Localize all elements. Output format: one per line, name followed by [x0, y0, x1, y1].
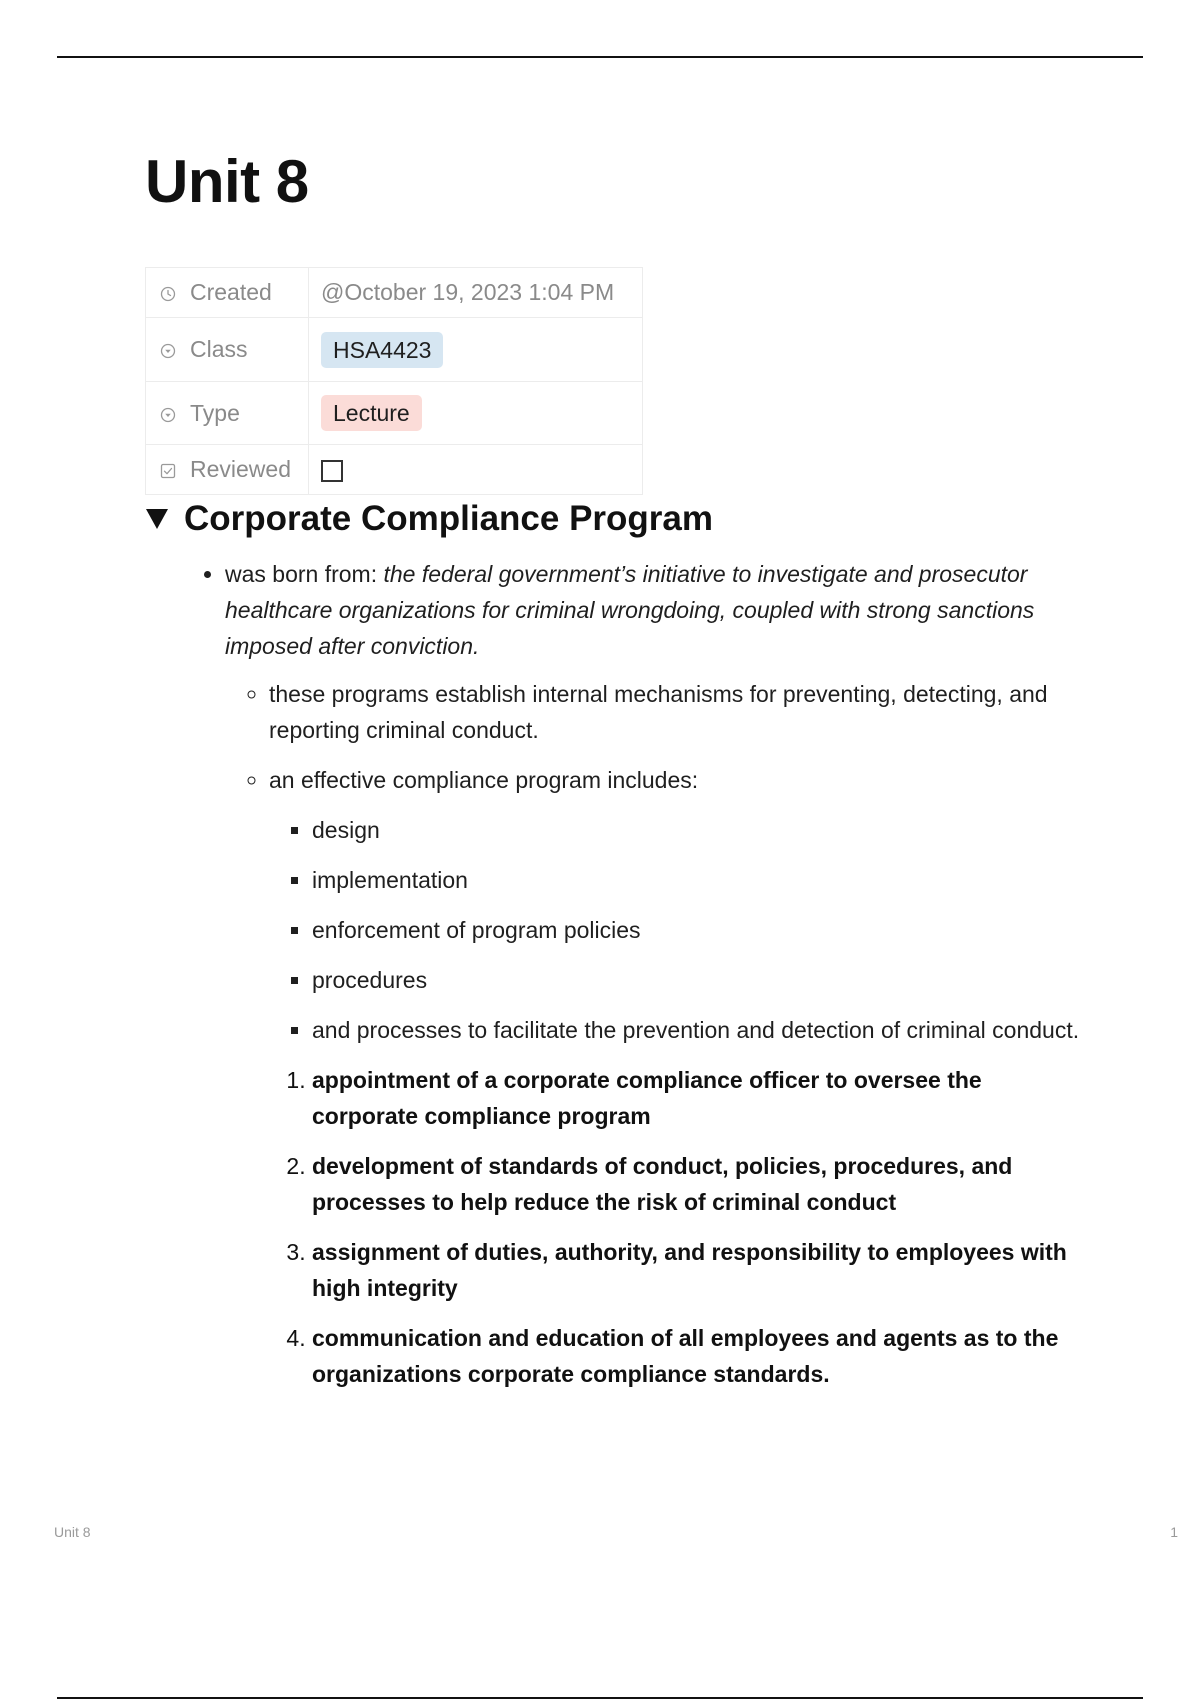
intro-paragraph [225, 556, 1085, 664]
numbered-list [269, 1062, 1085, 1392]
top-rule [57, 56, 1143, 58]
checkbox-icon [160, 463, 176, 479]
includes-item: ▪ enforcement of program policies [312, 912, 1085, 948]
intro-label: was born from: [225, 561, 384, 587]
property-name-created [146, 268, 309, 318]
reviewed-checkbox[interactable] [321, 460, 343, 482]
class-label: Class [190, 336, 248, 362]
includes-item: ▪ and processes to facilitate the prevention and detection of criminal conduct. [312, 1012, 1085, 1048]
bullet-list [145, 556, 1085, 1392]
includes-item: ▪ implementation [312, 862, 1085, 898]
select-icon [160, 407, 176, 423]
list-item-intro [225, 556, 1085, 1392]
numbered-item: 1. appointment of a corporate compliance officer to oversee the corporate compliance program [312, 1062, 1085, 1134]
numbered-item: 2. development of standards of conduct, policies, procedures, and processes to help reduce the risk of criminal conduct [312, 1148, 1085, 1220]
includes-label: an effective compliance program includes: [269, 767, 699, 793]
select-icon [160, 343, 176, 359]
numbered-item: 3. assignment of duties, authority, and responsibility to employees with high integrity [312, 1234, 1085, 1306]
sub-list-item: ◦ these programs establish internal mechanisms for preventing, detecting, and reporting criminal conduct. [269, 676, 1085, 748]
clock-icon [160, 286, 176, 302]
property-name-class [146, 318, 309, 382]
property-value-class[interactable] [309, 318, 643, 382]
sub-list-item-includes [269, 762, 1085, 1392]
includes-list [269, 812, 1085, 1048]
reviewed-label: Reviewed [190, 456, 291, 482]
sub-bullet-list [225, 676, 1085, 1392]
property-name-type [146, 382, 309, 445]
type-tag[interactable]: Lecture [321, 395, 422, 431]
toggle-heading[interactable] [145, 497, 713, 541]
properties-table [145, 267, 643, 495]
section-heading-text: Corporate Compliance Program [184, 499, 713, 538]
footer-document-title: Unit 8 [54, 1524, 91, 1540]
class-tag[interactable]: HSA4423 [321, 332, 443, 368]
bottom-rule [57, 1697, 1143, 1699]
toggle-content [145, 556, 1085, 1406]
property-row-type [146, 382, 643, 445]
property-row-reviewed [146, 445, 643, 495]
includes-item: ▪ procedures [312, 962, 1085, 998]
includes-item: ▪ design [312, 812, 1085, 848]
property-value-reviewed[interactable] [309, 445, 643, 495]
property-name-reviewed [146, 445, 309, 495]
numbered-item: 4. communication and education of all employees and agents as to the organizations corporate compliance standards. [312, 1320, 1085, 1392]
created-label: Created [190, 279, 272, 305]
type-label: Type [190, 399, 240, 426]
property-row-created [146, 268, 643, 318]
footer-page-number: 1 [1170, 1524, 1178, 1540]
property-value-created [309, 268, 643, 318]
property-value-type[interactable] [309, 382, 643, 445]
triangle-down-icon[interactable] [145, 508, 169, 530]
intro-italic-text: the federal government’s initiative to investigate and prosecutor healthcare organizations for criminal wrongdoing, coupled with strong sanctions imposed after conviction. [225, 561, 1035, 659]
created-date: @October 19, 2023 1:04 PM [321, 279, 615, 305]
property-row-class [146, 318, 643, 382]
page-title: Unit 8 [145, 148, 309, 215]
